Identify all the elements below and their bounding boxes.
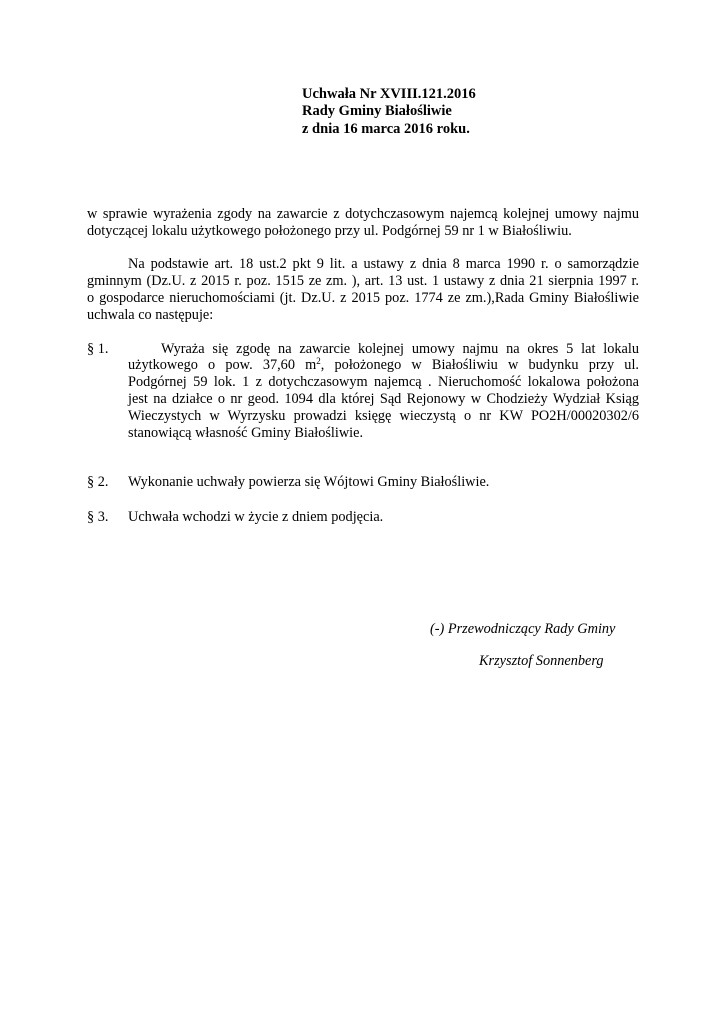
squared-superscript: 2: [316, 356, 321, 366]
signature-name: Krzysztof Sonnenberg: [479, 653, 604, 669]
section-2-text: Wykonanie uchwały powierza się Wójtowi Gminy Białośliwie.: [128, 474, 490, 490]
preamble-line-4: uchwala co następuje:: [87, 307, 214, 323]
subject-line-2: dotyczącej lokalu użytkowego położonego przy ul. Podgórnej 59 nr 1 w Białośliwiu.: [87, 223, 572, 239]
section-1-line-1: Wyraża się zgodę na zawarcie kolejnej umowy najmu na okres 5 lat lokalu: [161, 341, 639, 357]
section-2-number: § 2.: [87, 474, 109, 490]
subject-line-1: w sprawie wyrażenia zgody na zawarcie z dotychczasowym najemcą kolejnej umowy najmu: [87, 206, 639, 222]
council-name: Rady Gminy Białośliwie: [302, 103, 452, 119]
section-1-line-2-end: , położonego w Białośliwiu w budynku przy ul.: [320, 357, 639, 373]
section-3-number: § 3.: [87, 509, 109, 525]
section-1-line-3: Podgórnej 59 lok. 1 z dotychczasowym najemcą . Nieruchomość lokalowa położona: [128, 374, 639, 390]
preamble-line-3: o gospodarce nieruchomościami (jt. Dz.U. z 2015 poz. 1774 ze zm.),Rada Gminy Białośliwie: [87, 290, 639, 306]
preamble-line-1: Na podstawie art. 18 ust.2 pkt 9 lit. a ustawy z dnia 8 marca 1990 r. o samorządzie: [128, 256, 639, 272]
section-1-line-2-start: użytkowego o pow. 37,60 m: [128, 357, 317, 373]
section-1-line-4: jest na działce o nr geod. 1094 dla której Sąd Rejonowy w Chodzieży Wydział Ksiąg: [128, 391, 639, 407]
resolution-number: Uchwała Nr XVIII.121.2016: [302, 86, 476, 102]
section-1-line-6: stanowiącą własność Gminy Białośliwie.: [128, 425, 364, 441]
section-1-number: § 1.: [87, 341, 109, 357]
resolution-date: z dnia 16 marca 2016 roku.: [302, 121, 470, 137]
section-1-line-5: Wieczystych w Wyrzysku prowadzi księgę wieczystą o nr KW PO2H/00020302/6: [128, 408, 639, 424]
preamble-line-2: gminnym (Dz.U. z 2015 r. poz. 1515 ze zm. ), art. 13 ust. 1 ustawy z dnia 21 sierpnia 1997 r.: [87, 273, 639, 289]
section-3-text: Uchwała wchodzi w życie z dniem podjęcia.: [128, 509, 384, 525]
signature-role: (-) Przewodniczący Rady Gminy: [430, 621, 616, 637]
